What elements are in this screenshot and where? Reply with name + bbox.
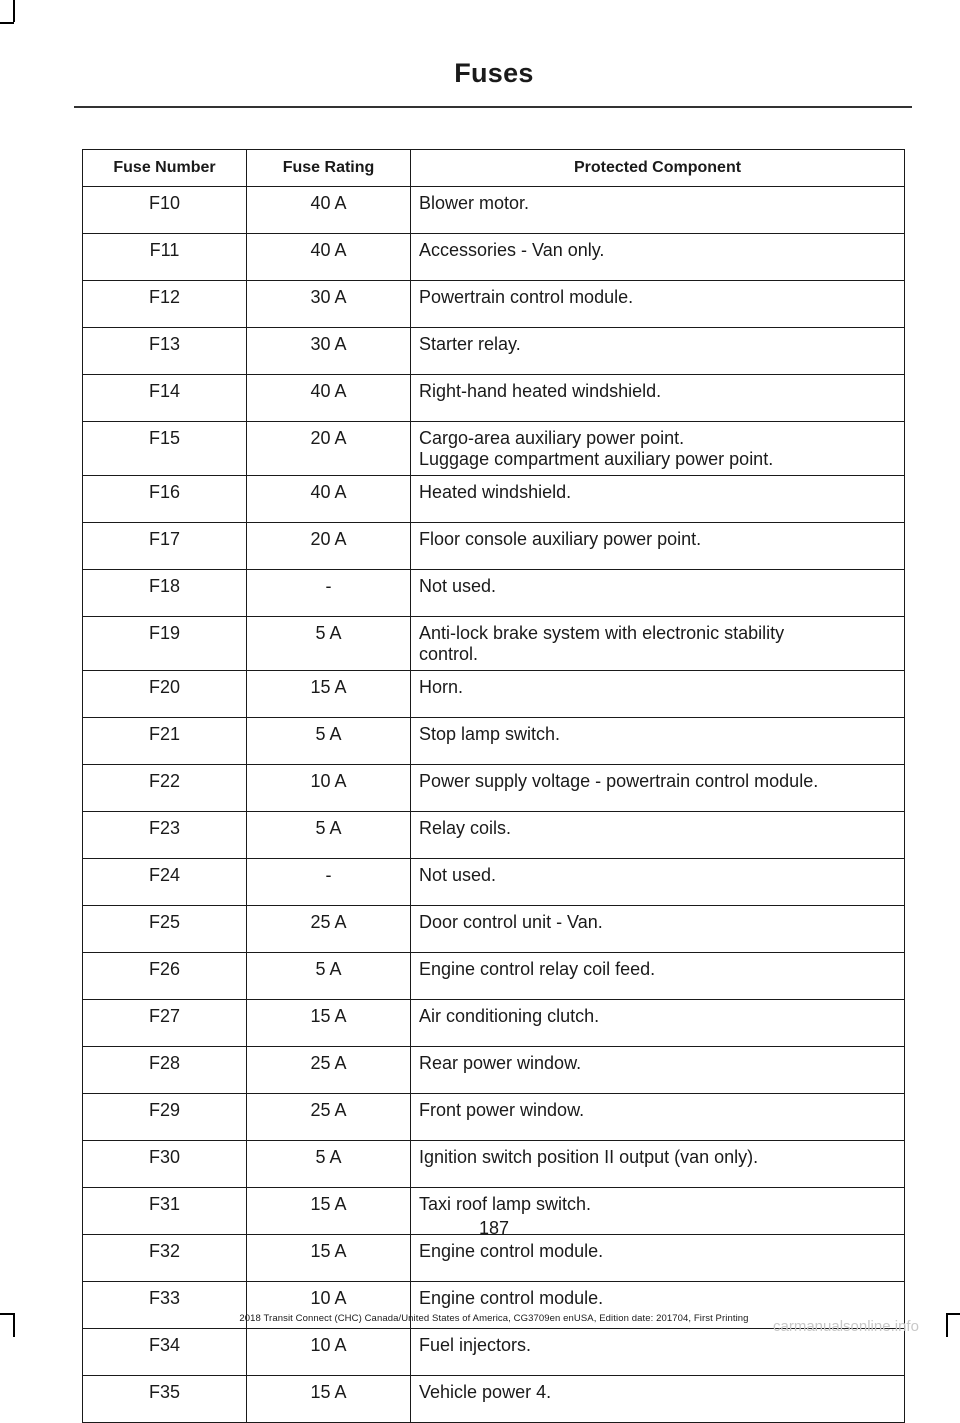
protected-component-cell: Heated windshield. [411,476,905,523]
protected-component-cell: Engine control relay coil feed. [411,953,905,1000]
table-row [83,234,905,281]
protected-component-cell: Starter relay. [411,328,905,375]
protected-component-cell: Front power window. [411,1094,905,1141]
fuse-rating-cell: 30 A [247,328,411,375]
protected-component-cell: Anti-lock brake system with electronic stability control. [411,617,905,671]
header-fuse-number: Fuse Number [83,150,247,187]
fuse-rating-cell: 40 A [247,375,411,422]
table-row [83,328,905,375]
fuse-number-cell: F10 [83,187,247,234]
protected-component-cell: Engine control module. [411,1282,905,1329]
fuse-rating-cell: 15 A [247,1000,411,1047]
fuse-rating-cell: - [247,570,411,617]
fuse-number-cell: F34 [83,1329,247,1376]
fuse-rating-cell: - [247,859,411,906]
fuse-number-cell: F26 [83,953,247,1000]
protected-component-cell: Relay coils. [411,812,905,859]
fuse-number-cell: F22 [83,765,247,812]
fuse-number-cell: F15 [83,422,247,476]
protected-component-cell: Power supply voltage - powertrain control module. [411,765,905,812]
table-row [83,476,905,523]
protected-component-cell: Fuel injectors. [411,1329,905,1376]
fuse-number-cell: F33 [83,1282,247,1329]
table-row [83,906,905,953]
header-fuse-rating: Fuse Rating [247,150,411,187]
fuse-number-cell: F11 [83,234,247,281]
watermark: carmanualsonline.info [773,1318,919,1335]
crop-mark [0,22,14,24]
fuse-number-cell: F27 [83,1000,247,1047]
table-header-row [83,150,905,187]
fuse-number-cell: F16 [83,476,247,523]
fuse-rating-cell: 40 A [247,476,411,523]
table-row [83,523,905,570]
fuse-number-cell: F17 [83,523,247,570]
table-row [83,1235,905,1282]
fuse-rating-cell: 10 A [247,765,411,812]
fuse-rating-cell: 10 A [247,1329,411,1376]
protected-component-cell: Engine control module. [411,1235,905,1282]
protected-component-cell: Door control unit - Van. [411,906,905,953]
fuse-number-cell: F18 [83,570,247,617]
protected-component-cell: Not used. [411,859,905,906]
table-row [83,1376,905,1423]
header-rule [74,106,912,108]
fuse-number-cell: F12 [83,281,247,328]
fuse-rating-cell: 5 A [247,1141,411,1188]
protected-component-cell: Cargo-area auxiliary power point. Luggage compartment auxiliary power point. [411,422,905,476]
fuse-rating-cell: 20 A [247,422,411,476]
fuse-rating-cell: 15 A [247,1188,411,1235]
table-row [83,1047,905,1094]
fuse-rating-cell: 5 A [247,953,411,1000]
fuse-number-cell: F19 [83,617,247,671]
fuse-number-cell: F30 [83,1141,247,1188]
fuse-number-cell: F25 [83,906,247,953]
protected-component-cell: Taxi roof lamp switch. [411,1188,905,1235]
fuse-number-cell: F20 [83,671,247,718]
footer-text: 2018 Transit Connect (CHC) Canada/United States of America, CG3709en enUSA, Edition date: 201704, First Printing [239,1313,749,1324]
table-row [83,671,905,718]
fuse-rating-cell: 40 A [247,234,411,281]
protected-component-cell: Air conditioning clutch. [411,1000,905,1047]
fuse-rating-cell: 15 A [247,671,411,718]
fuse-rating-cell: 30 A [247,281,411,328]
protected-component-cell: Right-hand heated windshield. [411,375,905,422]
fuse-number-cell: F29 [83,1094,247,1141]
table-row [83,859,905,906]
fuse-rating-cell: 5 A [247,812,411,859]
fuse-number-cell: F13 [83,328,247,375]
table-row [83,1141,905,1188]
protected-component-cell: Ignition switch position II output (van only). [411,1141,905,1188]
fuse-rating-cell: 10 A [247,1282,411,1329]
protected-component-cell: Horn. [411,671,905,718]
table-row [83,812,905,859]
fuse-number-cell: F21 [83,718,247,765]
fuse-number-cell: F23 [83,812,247,859]
fuse-rating-cell: 40 A [247,187,411,234]
protected-component-cell: Powertrain control module. [411,281,905,328]
table-row [83,1000,905,1047]
protected-component-cell: Stop lamp switch. [411,718,905,765]
table-row [83,617,905,671]
fuse-rating-cell: 5 A [247,718,411,765]
table-row [83,422,905,476]
table-row [83,765,905,812]
fuse-number-cell: F32 [83,1235,247,1282]
crop-mark [13,0,15,22]
protected-component-cell: Blower motor. [411,187,905,234]
table-row [83,570,905,617]
table-row [83,281,905,328]
fuse-number-cell: F14 [83,375,247,422]
header-protected-component: Protected Component [411,150,905,187]
fuse-rating-cell: 15 A [247,1376,411,1423]
fuse-rating-cell: 25 A [247,1047,411,1094]
protected-component-cell: Vehicle power 4. [411,1376,905,1423]
table-row [83,1329,905,1376]
page-number: 187 [478,1218,510,1238]
table-row [83,187,905,234]
fuse-rating-cell: 5 A [247,617,411,671]
page-title: Fuses [454,58,534,88]
fuse-rating-cell: 15 A [247,1235,411,1282]
table-row [83,953,905,1000]
table-row [83,375,905,422]
protected-component-cell: Rear power window. [411,1047,905,1094]
fuse-rating-cell: 20 A [247,523,411,570]
fuse-number-cell: F24 [83,859,247,906]
fuse-rating-cell: 25 A [247,1094,411,1141]
fuse-rating-cell: 25 A [247,906,411,953]
protected-component-cell: Not used. [411,570,905,617]
fuse-number-cell: F28 [83,1047,247,1094]
table-row [83,718,905,765]
protected-component-cell: Accessories - Van only. [411,234,905,281]
fuse-number-cell: F31 [83,1188,247,1235]
table-row [83,1094,905,1141]
fuse-number-cell: F35 [83,1376,247,1423]
protected-component-cell: Floor console auxiliary power point. [411,523,905,570]
